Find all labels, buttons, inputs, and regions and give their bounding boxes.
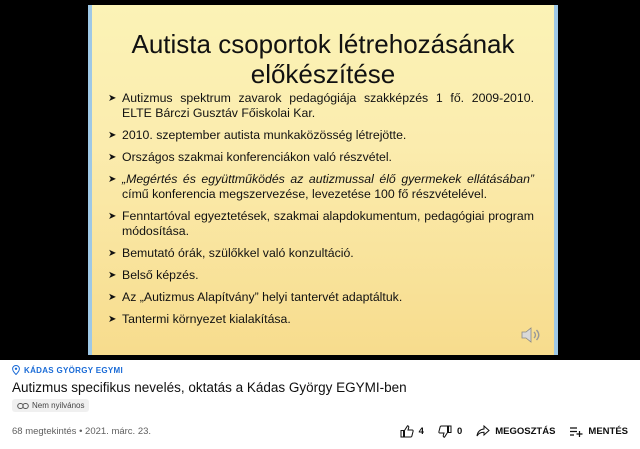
- save-label: MENTÉS: [588, 425, 628, 437]
- video-title: Autizmus specifikus nevelés, oktatás a Kádas György EGYMI-ben: [12, 380, 407, 395]
- share-label: MEGOSZTÁS: [495, 425, 556, 437]
- like-count: 4: [418, 425, 424, 437]
- share-button[interactable]: [476, 425, 555, 437]
- location-pin-icon: [12, 365, 20, 375]
- bullet-arrow-icon: ➤: [108, 130, 117, 141]
- bullet-arrow-icon: ➤: [108, 292, 117, 303]
- bullet-arrow-icon: ➤: [108, 211, 117, 222]
- bullet-arrow-icon: ➤: [108, 314, 117, 325]
- slide-bullet: ➤ „Megértés és együttműködés az autizmussal élő gyermekek ellátásában” című konferencia megszervezése, levezetése 100 fő részvételével.: [108, 172, 534, 201]
- link-icon: [17, 402, 29, 410]
- bullet-arrow-icon: ➤: [108, 152, 117, 163]
- slide-bullet: ➤ Országos szakmai konferenciákon való részvétel.: [108, 150, 392, 164]
- bullet-arrow-icon: ➤: [108, 270, 117, 281]
- dislike-button[interactable]: [438, 425, 462, 438]
- slide-bullet-list: [108, 91, 534, 334]
- slide-title: Autista csoportok létrehozásának előkészítése: [131, 29, 515, 89]
- bullet-arrow-icon: ➤: [108, 174, 117, 185]
- video-info: [12, 365, 628, 415]
- bullet-arrow-icon: ➤: [108, 93, 117, 104]
- slide-bullet: ➤ Tantermi környezet kialakítása.: [108, 312, 291, 326]
- slide-bullet: ➤ Autizmus spektrum zavarok pedagógiája szakképzés 1 fő. 2009-2010. ELTE Bárczi Gusztáv Főiskolai Kar.: [108, 91, 534, 120]
- visibility-badge: [12, 399, 89, 412]
- dislike-count: 0: [456, 425, 463, 437]
- channel-name: KÁDAS GYÖRGY EGYMI: [24, 365, 124, 375]
- thumbs-up-icon: [400, 425, 414, 438]
- action-bar: [400, 425, 628, 438]
- channel-link[interactable]: [12, 365, 628, 375]
- view-stats: 68 megtekintés • 2021. márc. 23.: [12, 425, 152, 437]
- like-button[interactable]: [400, 425, 424, 438]
- slide-bullet: ➤ Az „Autizmus Alapítvány” helyi tantervét adaptáltuk.: [108, 290, 403, 304]
- stats-and-actions: [12, 423, 628, 439]
- speaker-icon[interactable]: [520, 325, 544, 345]
- slide-bullet: ➤ 2010. szeptember autista munkaközösség létrejötte.: [108, 128, 407, 142]
- presentation-slide: [88, 5, 558, 355]
- visibility-label: Nem nyilvános: [32, 401, 85, 410]
- bullet-arrow-icon: ➤: [108, 248, 117, 259]
- save-button[interactable]: [569, 426, 628, 437]
- thumbs-down-icon: [438, 425, 452, 438]
- slide-bullet: ➤ Fenntartóval egyeztetések, szakmai alapdokumentum, pedagógiai program módosítása.: [108, 209, 534, 238]
- slide-bullet: ➤ Bemutató órák, szülőkkel való konzultáció.: [108, 246, 354, 260]
- share-arrow-icon: [476, 425, 490, 437]
- slide-bullet: ➤ Belső képzés.: [108, 268, 199, 282]
- playlist-add-icon: [569, 426, 583, 437]
